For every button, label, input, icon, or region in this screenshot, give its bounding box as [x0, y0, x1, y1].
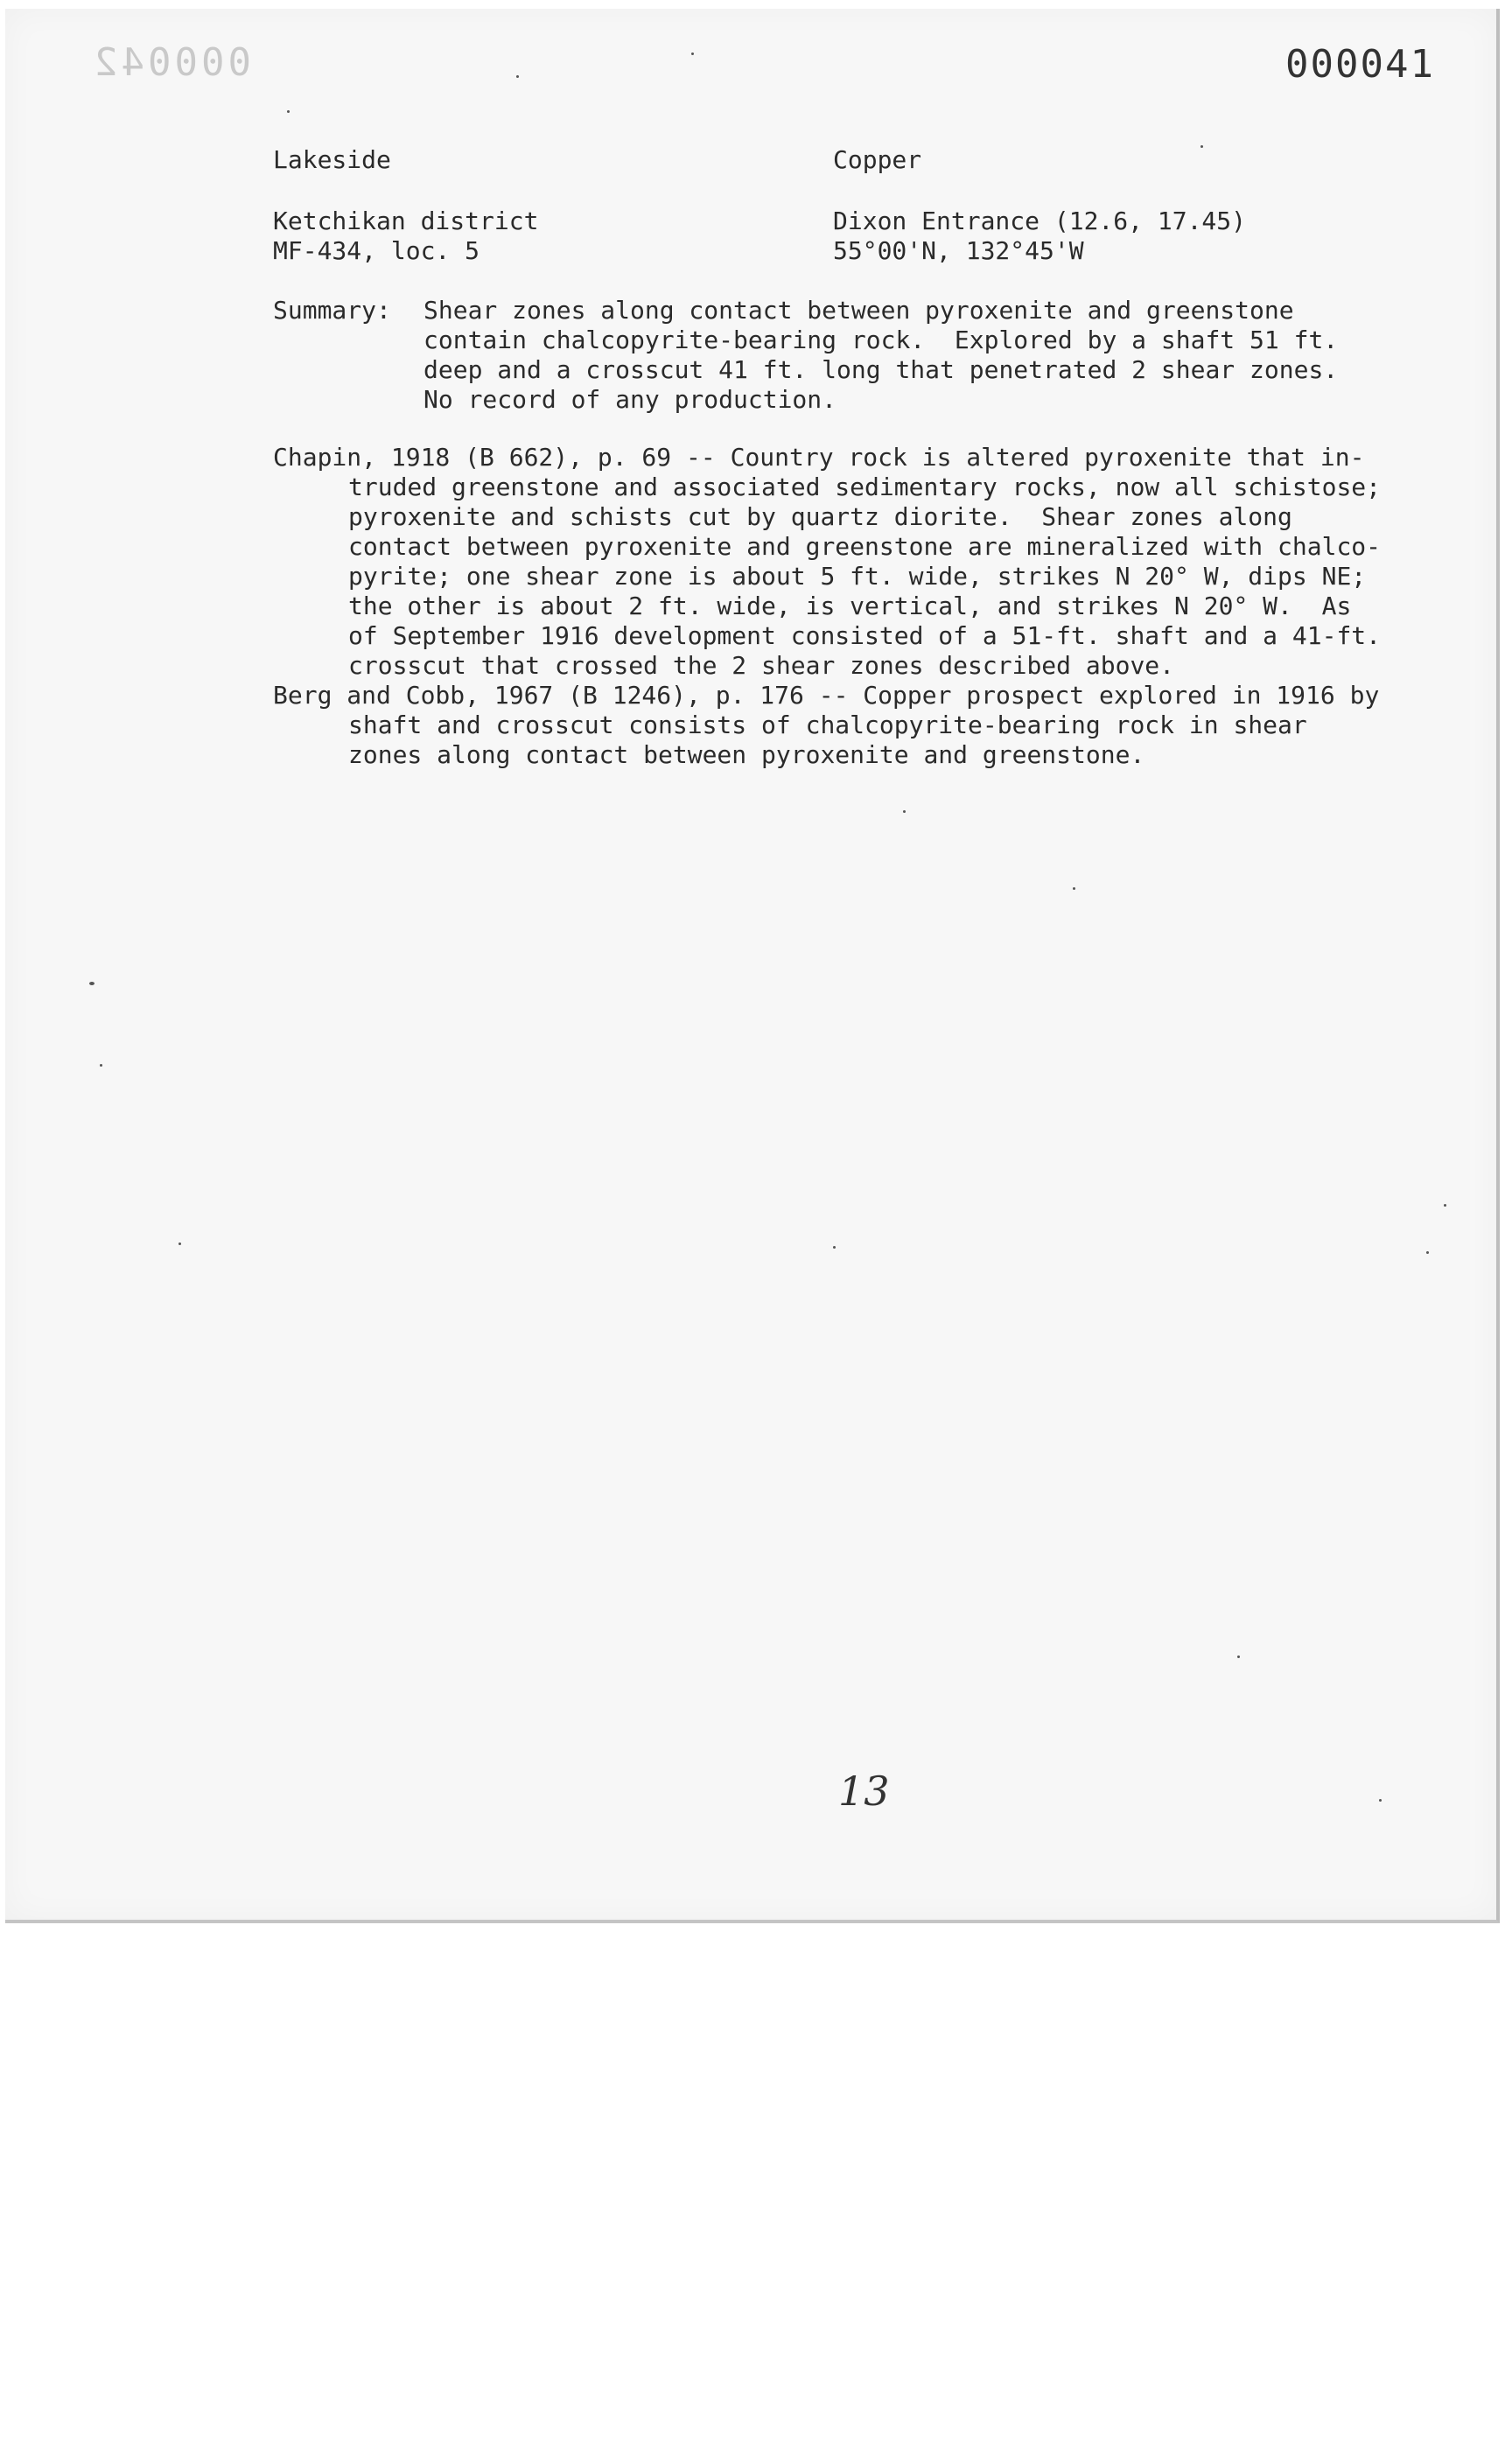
scan-speck	[1200, 145, 1203, 148]
summary-label: Summary:	[273, 296, 391, 325]
coordinates: 55°00'N, 132°45'W	[833, 236, 1084, 265]
reference-chapin	[273, 443, 1381, 681]
commodity: Copper	[833, 145, 922, 174]
reference-line: Chapin, 1918 (B 662), p. 69 -- Country rock is altered pyroxenite that in-	[273, 443, 1365, 472]
scan-speck	[1237, 1656, 1240, 1658]
quadrangle: Dixon Entrance (12.6, 17.45)	[833, 206, 1247, 235]
summary-text	[424, 296, 1338, 415]
scan-speck	[691, 52, 694, 55]
reference-berg-cobb	[273, 681, 1379, 770]
scan-speck	[1379, 1799, 1382, 1802]
reference-line: contact between pyroxenite and greenstone are mineralized with chalco-	[348, 532, 1382, 561]
deposit-name: Lakeside	[273, 145, 391, 174]
district: Ketchikan district	[273, 206, 539, 235]
map-reference: MF-434, loc. 5	[273, 236, 480, 265]
reference-line: crosscut that crossed the 2 shear zones described above.	[348, 651, 1175, 680]
mirrored-stamp-bleedthrough: 000042	[91, 40, 251, 85]
reference-line: of September 1916 development consisted of a 51-ft. shaft and a 41-ft.	[348, 621, 1382, 650]
scan-speck	[516, 75, 519, 78]
reference-line: the other is about 2 ft. wide, is vertical, and strikes N 20° W. As	[348, 592, 1352, 620]
scan-speck	[833, 1246, 836, 1249]
scan-speck	[1444, 1204, 1446, 1207]
reference-line: truded greenstone and associated sedimentary rocks, now all schistose;	[348, 472, 1382, 501]
scan-speck	[100, 1064, 102, 1067]
scan-speck	[287, 110, 290, 113]
reference-line: pyroxenite and schists cut by quartz diorite. Shear zones along	[348, 502, 1292, 531]
document-number: 000041	[1285, 42, 1435, 87]
scan-speck	[903, 810, 906, 813]
summary-line: Shear zones along contact between pyroxenite and greenstone	[424, 296, 1294, 325]
scan-speck	[1426, 1251, 1429, 1254]
summary-line: deep and a crosscut 41 ft. long that penetrated 2 shear zones.	[424, 355, 1339, 384]
reference-line: zones along contact between pyroxenite and greenstone.	[348, 740, 1145, 769]
scan-speck	[178, 1242, 181, 1245]
page-number: 13	[838, 1768, 890, 1815]
reference-line: pyrite; one shear zone is about 5 ft. wide, strikes N 20° W, dips NE;	[348, 562, 1367, 591]
scan-speck	[1073, 887, 1075, 890]
summary-line: No record of any production.	[424, 385, 837, 414]
reference-line: shaft and crosscut consists of chalcopyrite-bearing rock in shear	[348, 710, 1307, 739]
scan-speck	[89, 982, 94, 985]
reference-line: Berg and Cobb, 1967 (B 1246), p. 176 -- Copper prospect explored in 1916 by	[273, 681, 1380, 710]
summary-line: contain chalcopyrite-bearing rock. Explored by a shaft 51 ft.	[424, 326, 1339, 354]
document-page	[5, 9, 1500, 1923]
